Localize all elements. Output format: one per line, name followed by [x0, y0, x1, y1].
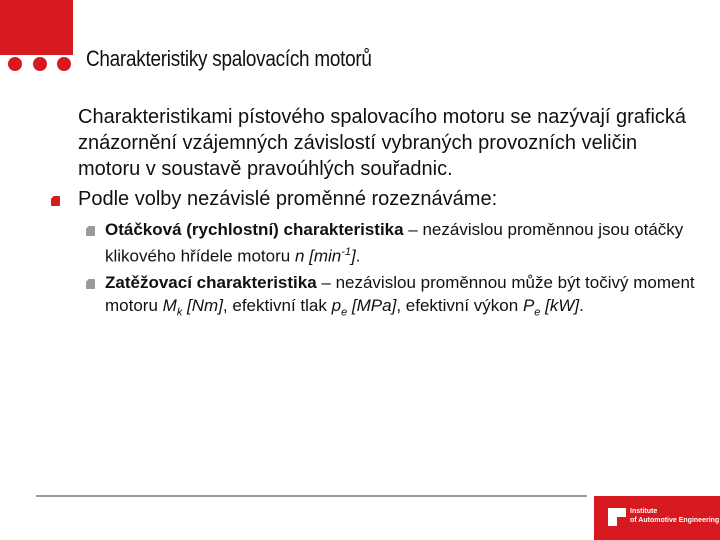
sub1-dot: . [355, 246, 361, 266]
logo-line-1: Institute [630, 508, 658, 515]
footer-divider [36, 495, 587, 497]
point1-text: Podle volby nezávislé proměnné rozeznáváme: [78, 188, 498, 210]
corner-dot-2 [33, 57, 47, 71]
power-symbol: P [522, 295, 535, 315]
logo-text [630, 507, 719, 525]
sub2-text1: – nezávislou proměnnou může být točivý moment motoru [105, 272, 695, 315]
sub1-text: – nezávislou proměnnou jsou otáčky klikového hřídele motoru [105, 220, 684, 266]
power-subscript: e [534, 306, 541, 319]
slide-content [58, 104, 698, 324]
torque-symbol: M [162, 295, 177, 315]
logo-line-2: of Automotive Engineering [630, 517, 720, 524]
sub1-variable: n [min [294, 246, 342, 266]
power-unit: [kW] [540, 295, 580, 315]
sub2-dot: . [579, 295, 584, 315]
slide-title: Charakteristiky spalovacích motorů [86, 46, 372, 71]
sub-bullet-icon [86, 279, 95, 289]
sub2-term: Zatěžovací charakteristika [105, 272, 317, 292]
torque-unit: [Nm] [182, 295, 223, 315]
sub1-exponent: -1 [341, 246, 352, 258]
sub-bullet-2 [58, 271, 698, 324]
pressure-unit: [MPa] [351, 295, 397, 315]
intro-text: Charakteristikami pístového spalovacího motoru se nazývají grafická znázornění vzájemných závislostí vybraných provozních veličin motoru v soustavě pravoúhlých souřadnic. [78, 106, 687, 180]
bullet-icon [51, 196, 60, 206]
sub2-text2: , efektivní tlak [222, 295, 332, 315]
bullet-point-1 [58, 186, 698, 212]
sub1-bracket: ] [351, 246, 356, 266]
sub1-term: Otáčková (rychlostní) charakteristika [105, 220, 404, 239]
logo-mark-icon [608, 508, 626, 526]
institute-logo [594, 496, 720, 540]
corner-dot-3 [57, 57, 71, 71]
corner-dot-1 [8, 57, 22, 71]
intro-paragraph [58, 104, 698, 182]
pressure-symbol: p [331, 295, 342, 315]
corner-accent-block [0, 0, 73, 55]
sub-bullet-icon [86, 226, 95, 236]
sub2-text3: , efektivní výkon [396, 295, 523, 315]
sub-bullet-1 [58, 218, 698, 268]
torque-subscript: k [176, 306, 183, 319]
pressure-subscript: e [341, 306, 348, 319]
